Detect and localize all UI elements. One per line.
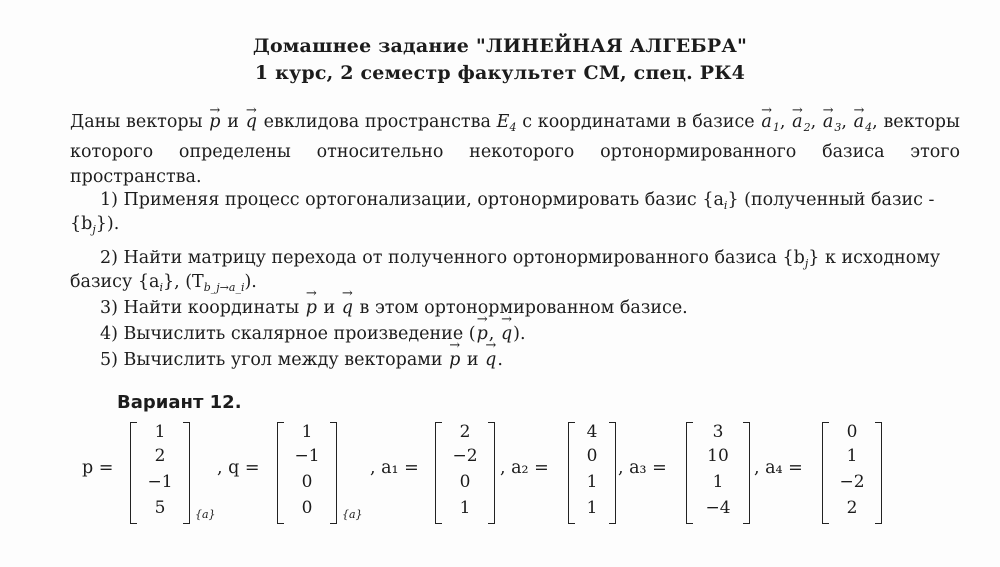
vector-q: → q	[341, 298, 354, 318]
intro-and: и	[227, 112, 239, 132]
matrix-cell: 4	[586, 422, 598, 442]
vector-p: → p	[305, 298, 318, 318]
vector-q: → q	[500, 324, 513, 344]
q-label: , q =	[217, 458, 260, 478]
matrix-cell: 2	[154, 446, 166, 466]
task-1-basis-a: {a	[702, 190, 724, 210]
task-1-text: 1) Применяя процесс ортогонализации, ортонормировать базис	[100, 190, 697, 210]
a4-label: , a₄ =	[754, 458, 803, 478]
task-1-sub-j: j	[92, 223, 96, 236]
task-1-basis-b: {b	[70, 214, 93, 234]
matrix-cell: 1	[459, 498, 471, 518]
intro-paragraph: Даны векторы → p и → q евклидова пространства $E_4$ с координатами в базисе → $a_1$, → $a_2$, → $a_3$, → $a_4$, векторы которого определены относительно некоторого ортонормированного базиса этого пространства.	[70, 110, 960, 190]
a3-label: , a₃ =	[618, 458, 667, 478]
task-4-text: 4) Вычислить скалярное произведение (	[100, 324, 476, 344]
matrix-cell: 1	[586, 472, 598, 492]
intro-text-3: с координатами в базисе	[522, 112, 755, 132]
matrix-a1	[435, 422, 495, 524]
intro-text-4: векторы которого определены относительно некоторого ортонормированного базиса этого пространства.	[70, 112, 960, 187]
task-2-line-1	[100, 248, 940, 270]
task-2-basis-a: {a	[137, 272, 160, 292]
matrix-cell: −1	[147, 472, 173, 492]
vector-q: → q	[484, 350, 497, 370]
matrix-a2	[568, 422, 616, 524]
a3-subscript: 3	[834, 121, 842, 134]
task-4	[100, 324, 526, 344]
matrix-cell: 1	[301, 422, 313, 442]
task-5-text: 5) Вычислить угол между векторами	[100, 350, 443, 370]
space-symbol: E	[496, 112, 510, 132]
task-1-line-1	[100, 190, 934, 212]
matrix-cell: 0	[301, 472, 313, 492]
variant-label: Вариант 12.	[117, 392, 242, 413]
intro-text-2: евклидова пространства	[263, 112, 491, 132]
task-3-text: 3) Найти координаты	[100, 298, 300, 318]
task-5-and: и	[466, 350, 479, 370]
task-2-text: 2) Найти матрицу перехода от полученного ортонормированного базиса	[100, 248, 777, 268]
matrices-row	[82, 418, 982, 528]
a2-subscript: 2	[803, 121, 811, 134]
matrix-cell: −2	[839, 472, 865, 492]
space-subscript: 4	[509, 121, 517, 134]
matrix-cell: 10	[707, 446, 729, 466]
vector-a2: → a	[791, 110, 803, 135]
a1-label: , a₁ =	[370, 458, 419, 478]
task-3-end: в этом ортонормированном базисе.	[359, 298, 688, 318]
matrix-cell: −4	[705, 498, 731, 518]
matrix-cell: 0	[846, 422, 858, 442]
p-basis-subscript: {a}	[195, 508, 216, 521]
vector-a3: → a	[822, 110, 834, 135]
intro-text-1: Даны векторы	[70, 112, 203, 132]
task-2-sub-i: i	[159, 281, 163, 294]
matrix-cell: −2	[452, 446, 478, 466]
matrix-a4	[822, 422, 882, 524]
matrix-cell: 2	[459, 422, 471, 442]
task-5-end: .	[497, 350, 503, 370]
q-basis-subscript: {a}	[342, 508, 363, 521]
task-2-basis-b: {b	[782, 248, 805, 268]
task-1-end: }).	[95, 214, 120, 234]
vector-p: → p	[448, 350, 461, 370]
vector-p: → p	[476, 324, 489, 344]
vector-p: → p	[208, 110, 221, 135]
task-1-sub-i: i	[723, 199, 728, 212]
transition-subscript: b_j→a_i	[203, 281, 245, 294]
task-1-line-2	[70, 214, 119, 236]
task-3	[100, 298, 688, 318]
vector-a4: → a	[853, 110, 865, 135]
task-4-comma: ,	[488, 324, 495, 344]
task-2-line-2	[70, 272, 257, 294]
matrix-cell: 0	[301, 498, 313, 518]
matrix-cell: 0	[459, 472, 471, 492]
task-1-text-2: } (полученный базис -	[727, 190, 935, 210]
p-label: p =	[82, 458, 114, 478]
task-4-end: ).	[513, 324, 526, 344]
a2-label: , a₂ =	[500, 458, 549, 478]
matrix-cell: 1	[846, 446, 858, 466]
page-title: Домашнее задание "ЛИНЕЙНАЯ АЛГЕБРА"	[252, 35, 748, 57]
vector-q: → q	[245, 110, 258, 135]
matrix-p	[130, 422, 190, 524]
page-subtitle: 1 курс, 2 семестр факультет СМ, спец. РК4	[254, 62, 746, 84]
matrix-cell: 3	[712, 422, 724, 442]
matrix-q	[277, 422, 337, 524]
task-2-line2-a: базису	[70, 272, 133, 292]
task-2-line2-b: }, (T	[162, 272, 204, 292]
vector-a1: → a	[760, 110, 772, 135]
task-2-sub-j: j	[804, 257, 809, 270]
matrix-cell: 1	[154, 422, 166, 442]
matrix-a3	[686, 422, 750, 524]
a4-subscript: 4	[865, 121, 873, 134]
matrix-cell: 0	[586, 446, 598, 466]
matrix-cell: −1	[294, 446, 320, 466]
matrix-cell: 1	[712, 472, 724, 492]
task-2-line2-c: ).	[244, 272, 257, 292]
task-3-and: и	[323, 298, 336, 318]
task-2-text-2: } к исходному	[808, 248, 941, 268]
a1-subscript: 1	[772, 121, 780, 134]
matrix-cell: 1	[586, 498, 598, 518]
matrix-cell: 5	[154, 498, 166, 518]
task-5	[100, 350, 503, 370]
matrix-cell: 2	[846, 498, 858, 518]
